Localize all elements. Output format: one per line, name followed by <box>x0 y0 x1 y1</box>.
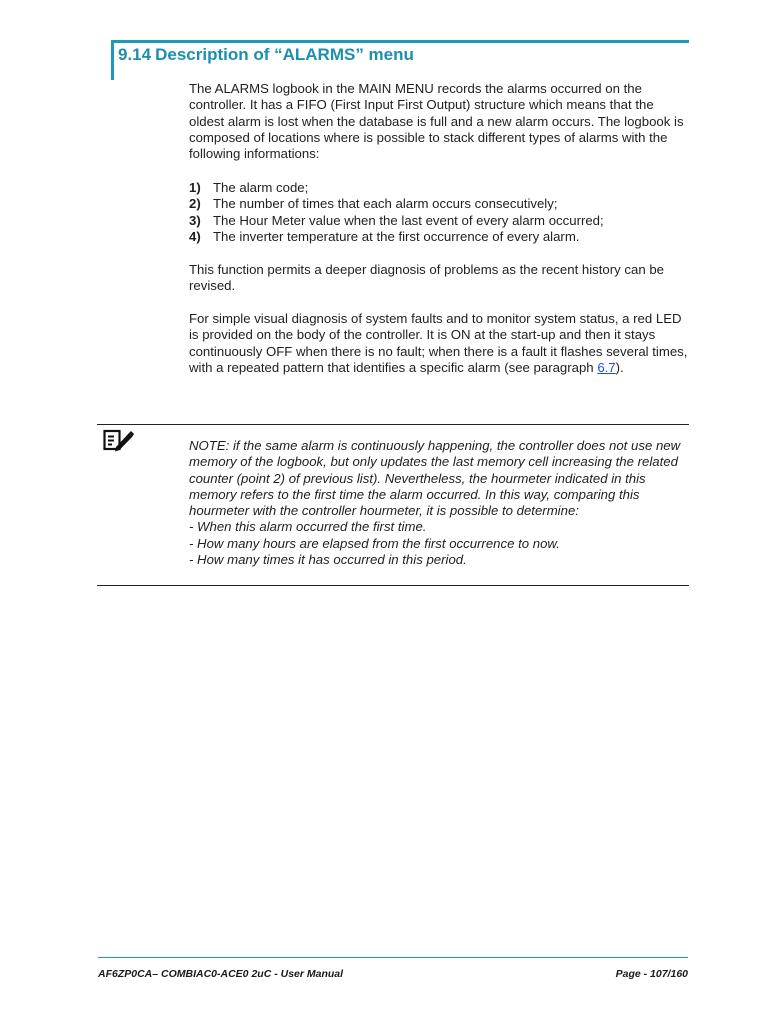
note-bullet: - How many hours are elapsed from the first occurrence to now. <box>189 535 560 551</box>
led-paragraph-end: ). <box>615 359 624 375</box>
list-item-text: The alarm code; <box>213 180 309 195</box>
diagnosis-paragraph: This function permits a deeper diagnosis of problems as the recent history can be revised. <box>189 262 665 294</box>
note-text: NOTE: if the same alarm is continuously happening, the controller does not use new memory of the logbook, but only updates the last memory cell increasing the related counter (point 2) of previous list). Nevertheless, the hourmeter indicated in this memory refers to the first time the alarm occurred. In this way, comparing this hourmeter with the controller hourmeter, it is possible to determine: <box>189 438 681 519</box>
note-divider-top <box>97 424 689 425</box>
section-number: 9.14 <box>118 45 152 64</box>
led-paragraph <box>189 311 689 376</box>
info-list <box>189 180 689 245</box>
list-item-text: The inverter temperature at the first occurrence of every alarm. <box>213 228 580 244</box>
note-divider-bottom <box>97 585 689 586</box>
footer-divider <box>98 957 688 958</box>
footer-document-title: AF6ZP0CA– COMBIAC0-ACE0 2uC - User Manual <box>98 968 344 980</box>
list-item <box>189 180 689 196</box>
list-item-number: 1) <box>189 180 201 195</box>
note-bullet: - When this alarm occurred the first time. <box>189 519 427 535</box>
section-heading <box>118 45 414 65</box>
list-item <box>189 213 689 229</box>
note-block <box>189 438 689 568</box>
list-item-number: 4) <box>189 228 201 244</box>
list-item-text: The Hour Meter value when the last event of every alarm occurred; <box>213 212 604 228</box>
list-item <box>189 196 689 212</box>
section-title: Description of “ALARMS” menu <box>155 45 414 64</box>
list-item-number: 2) <box>189 196 201 212</box>
paragraph-link[interactable]: 6.7 <box>597 359 616 375</box>
intro-paragraph: The ALARMS logbook in the MAIN MENU records the alarms occurred on the controller. It has a FIFO (First Input First Output) structure which means that the oldest alarm is lost when the database is full and a new alarm occurs. The logbook is composed of locations where is possible to stack different types of alarms with the following informations: <box>189 81 684 162</box>
led-paragraph-text: For simple visual diagnosis of system faults and to monitor system status, a red LED is provided on the body of the controller. It is ON at the start-up and then it stays continuously OFF when there is no fault; when there is a fault it flashes several times, with a repeated pattern that identifies a specific alarm (see paragraph <box>189 311 688 375</box>
note-icon <box>103 428 135 454</box>
list-item-text: The number of times that each alarm occurs consecutively; <box>213 196 558 212</box>
list-item-number: 3) <box>189 212 201 228</box>
note-bullet: - How many times it has occurred in this period. <box>189 552 467 568</box>
list-item <box>189 229 689 245</box>
footer-page-number: Page - 107/160 <box>615 968 688 980</box>
